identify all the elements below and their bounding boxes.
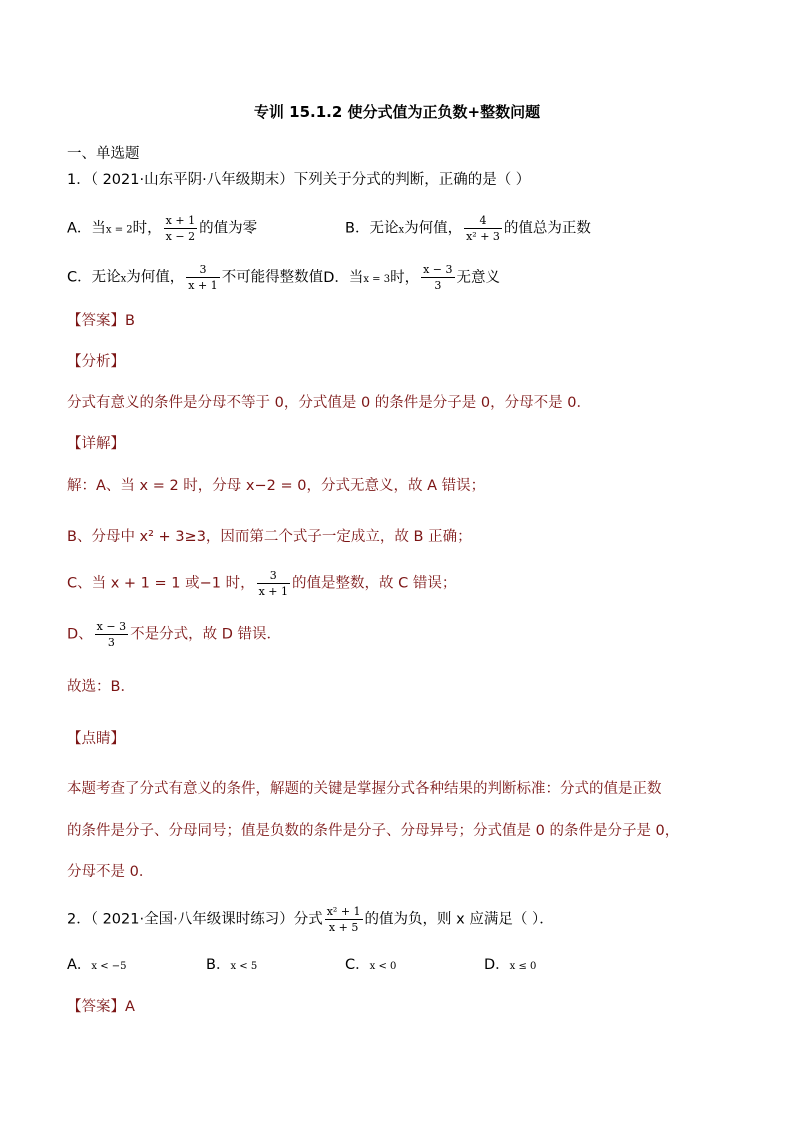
q2-option-a: A．x < −5 [67,957,127,973]
q1-analysis-text: 分式有意义的条件是分母不等于 0，分式值是 0 的条件是分子是 0，分母不是 0． [67,395,591,411]
q1-comment-line-1: 本题考查了分式有意义的条件，解题的关键是掌握分式各种结果的判断标准：分式的值是正数 [67,781,662,797]
q1-answer: 【答案】B [67,313,135,329]
q1-option-a-fraction: $\frac{x + 1}{x - 2}$ [165,214,196,243]
q2-option-c: C．x < 0 [345,957,397,973]
q1-option-d-fraction: $\frac{x - 3}{3}$ [423,263,453,292]
page-title: 专训 15.1.2 使分式值为正负数+整数问题 [253,103,541,121]
q1-detail-heading: 【详解】 [67,436,125,452]
q1-detail-3-fraction: $\frac{3}{x + 1}$ [258,569,289,598]
q1-option-b-fraction: $\frac{4}{\text{x² + 3}}$ [466,214,500,243]
q1-detail-line-2: B、分母中 x² + 3≥3，因而第二个式子一定成立，故 B 正确； [67,529,472,545]
q1-option-c: C．无论x为何值， $\frac{3}{x + 1}$ 不可能得整数值D．当x = 3时， $\frac{x - 3}{3}$ 无意义 [67,263,501,292]
q1-detail-4-fraction: $\frac{x - 3}{3}$ [96,620,127,649]
q1-choose: 故选：B． [67,679,135,695]
question-2-stem: 2．（ 2021·全国·八年级课时练习）分式 $\frac{\text{x² + 1}}{x + 5}$ 的值为负，则 x 应满足（ ）． [67,905,554,934]
section-heading: 一、单选题 [67,146,140,162]
q1-comment-line-2: 的条件是分子、分母同号；值是负数的条件是分子、分母异号；分式值是 0 的条件是分子是 0， [67,823,680,839]
question-1-stem: 1．（ 2021·山东平阴·八年级期末）下列关于分式的判断，正确的是（ ） [67,172,531,188]
q1-option-d: D．当x = 3时， $\frac{x - 3}{3}$ 无意义 [323,263,501,292]
q1-comment-line-3: 分母不是 0． [67,864,154,880]
q1-analysis-heading: 【分析】 [67,354,125,370]
q2-answer: 【答案】A [67,999,135,1015]
q1-comment-heading: 【点睛】 [67,731,125,747]
q1-detail-line-4: D、 $\frac{x - 3}{3}$ 不是分式，故 D 错误． [67,620,281,649]
q2-option-b: B．x < 5 [206,957,258,973]
q1-detail-line-1: 解：A、当 x = 2 时，分母 x−2 = 0，分式无意义，故 A 错误； [67,478,486,494]
q1-option-c-fraction: $\frac{3}{x + 1}$ [188,263,218,292]
q1-detail-line-3: C、当 x + 1 = 1 或−1 时， $\frac{3}{x + 1}$ 的值是整数，故 C 错误； [67,569,457,598]
q1-option-b: B．无论x为何值， $\frac{4}{\text{x² + 3}}$ 的值总为正数 [345,214,591,243]
q2-stem-fraction: $\frac{\text{x² + 1}}{x + 5}$ [326,905,361,934]
q2-option-d: D．x ≤ 0 [484,957,537,973]
q1-option-a: A．当x = 2时， $\frac{x + 1}{x - 2}$ 的值为零 [67,214,258,243]
